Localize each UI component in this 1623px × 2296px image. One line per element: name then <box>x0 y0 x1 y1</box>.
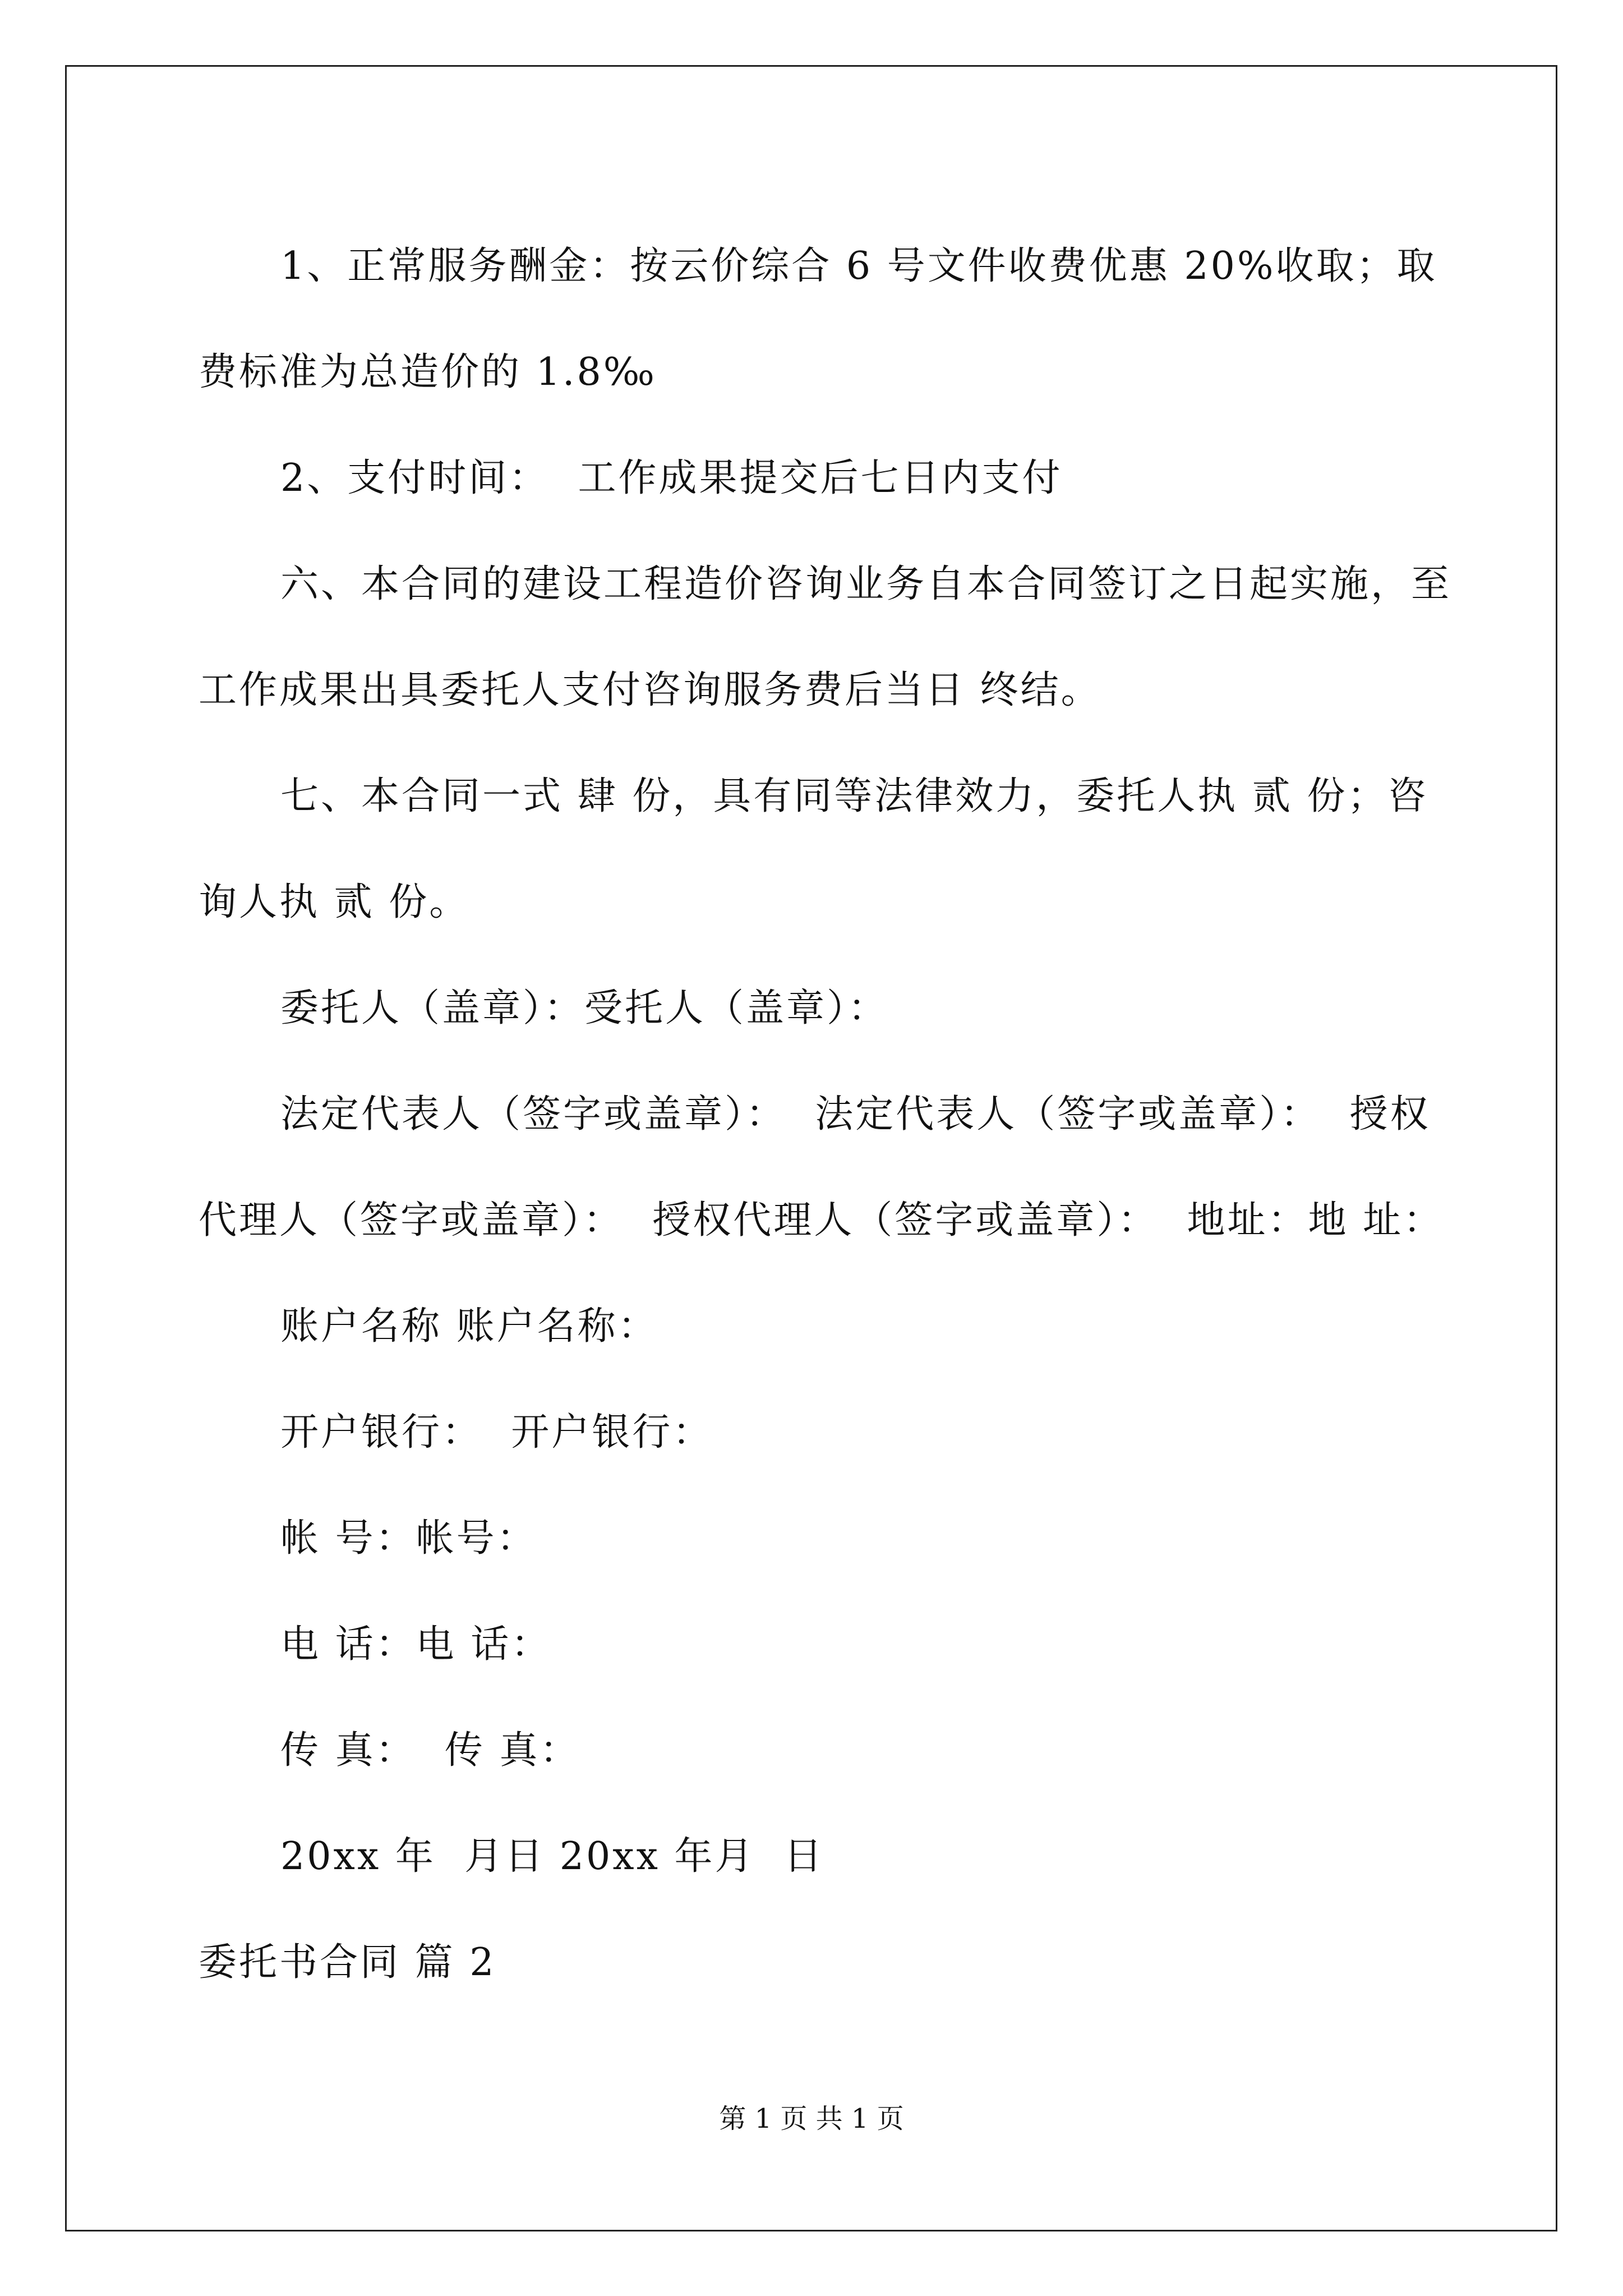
paragraph-account-number: 帐 号：帐号： <box>280 1516 537 1561</box>
paragraph-date: 20xx 年 月日 20xx 年月 日 <box>280 1834 824 1879</box>
paragraph-term: 六、本合同的建设工程造价咨询业务自本合同签订之日起实施，至 工作成果出具委托人支付咨询服务费后当日 终结。 <box>199 562 1466 712</box>
paragraph-bank: 开户银行： 开户银行： <box>280 1410 713 1455</box>
paragraph-copies: 七、本合同一式 肆 份，具有同等法律效力，委托人执 贰 份；咨询人执 贰 份。 <box>199 774 1428 924</box>
page-footer: 第 1 页 共 1 页 <box>719 2103 904 2134</box>
document-body <box>199 213 1466 2016</box>
paragraph-account-name: 账户名称 账户名称： <box>280 1304 658 1349</box>
paragraph-payment-time: 2、支付时间： 工作成果提交后七日内支付 <box>280 456 1063 500</box>
paragraph-representatives: 法定代表人（签字或盖章）： 法定代表人（签字或盖章）： 授权代理人（签字或盖章）： 授权代理人（签字或盖章）： 地址：地 址： <box>199 1092 1444 1243</box>
section-heading: 委托书合同 篇 2 <box>199 1940 496 1985</box>
paragraph-fax: 传 真： 传 真： <box>280 1728 580 1773</box>
paragraph-phone: 电 话：电 话： <box>280 1622 552 1667</box>
paragraph-fee: 1、正常服务酬金：按云价综合 6 号文件收费优惠 20%收取；取费标准为总造价的 1.8‰ <box>199 244 1437 394</box>
paragraph-seals: 委托人（盖章）：受托人（盖章）： <box>280 986 889 1030</box>
